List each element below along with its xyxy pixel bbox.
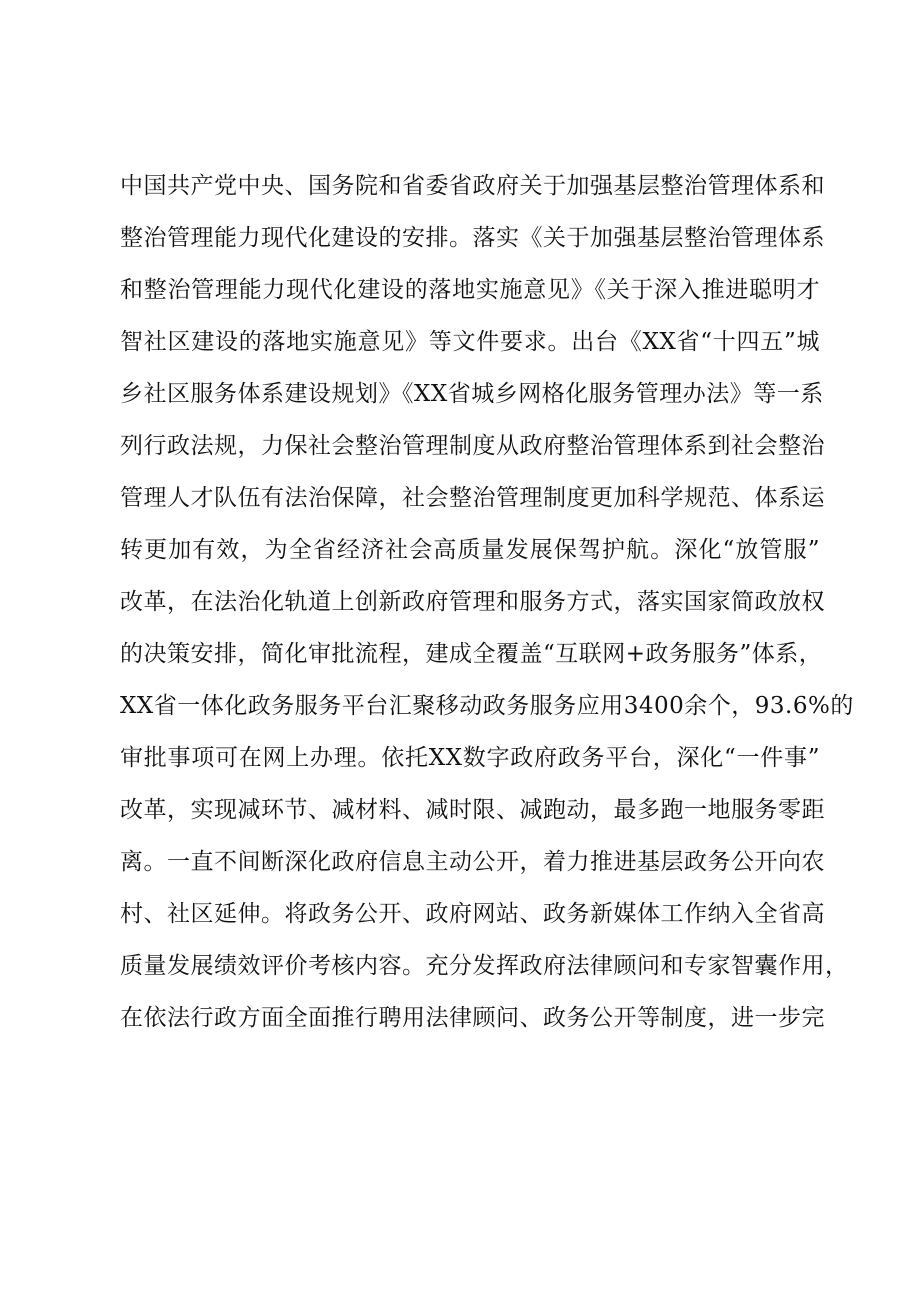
text-line: 列行政法规，力保社会整治管理制度从政府整治管理体系到社会整治 [120, 433, 825, 459]
text-line: 的决策安排，简化审批流程，建成全覆盖“互联网+政务服务”体系， [120, 641, 823, 667]
text-line: 整治管理能力现代化建设的安排。落实《关于加强基层整治管理体系 [120, 225, 825, 251]
text-line: 改革，实现减环节、减材料、减时限、减跑动，最多跑一地服务零距 [120, 797, 825, 823]
text-line: 审批事项可在网上办理。依托XX数字政府政务平台，深化“一件事” [120, 745, 820, 771]
text-line: 质量发展绩效评价考核内容。充分发挥政府法律顾问和专家智囊作用， [120, 953, 849, 979]
text-line: 中国共产党中央、国务院和省委省政府关于加强基层整治管理体系和 [120, 173, 825, 199]
text-line: 改革，在法治化轨道上创新政府管理和服务方式，落实国家简政放权 [120, 589, 825, 615]
text-line: 离。一直不间断深化政府信息主动公开，着力推进基层政务公开向农 [120, 849, 825, 875]
text-line: 管理人才队伍有法治保障，社会整治管理制度更加科学规范、体系运 [120, 485, 825, 511]
text-line: 村、社区延伸。将政务公开、政府网站、政务新媒体工作纳入全省高 [120, 901, 825, 927]
text-line: XX省一体化政务服务平台汇聚移动政务服务应用3400余个，93.6%的 [120, 693, 854, 719]
text-line: 和整治管理能力现代化建设的落地实施意见》《关于深入推进聪明才 [120, 277, 820, 303]
text-line: 乡社区服务体系建设规划》《XX省城乡网格化服务管理办法》等一系 [120, 381, 824, 407]
text-line: 在依法行政方面全面推行聘用法律顾问、政务公开等制度，进一步完 [120, 1005, 825, 1031]
body-paragraph [120, 160, 854, 1044]
text-line: 转更加有效，为全省经济社会高质量发展保驾护航。深化“放管服” [120, 537, 820, 563]
text-line: 智社区建设的落地实施意见》等文件要求。出台《XX省“十四五”城 [120, 329, 820, 355]
